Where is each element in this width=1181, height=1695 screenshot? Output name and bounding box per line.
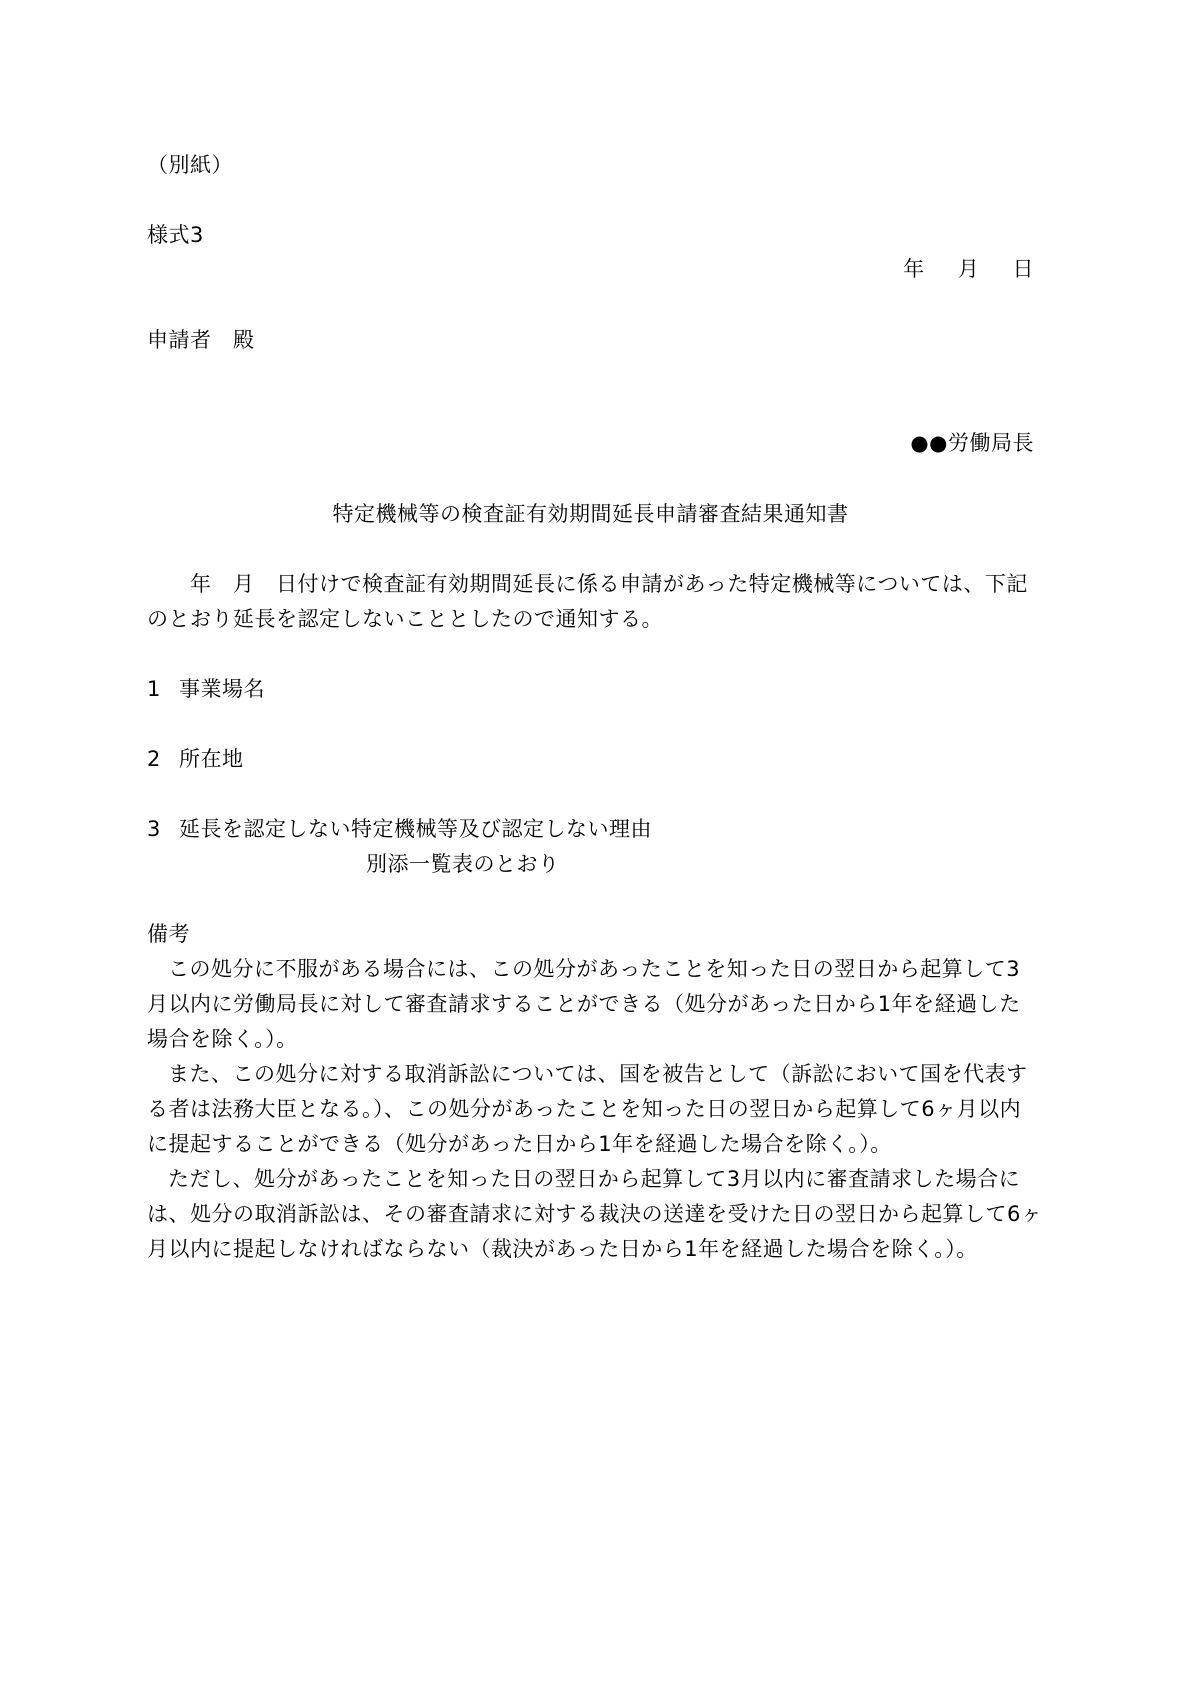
intro-line-1: 年 月 日付けで検査証有効期間延長に係る申請があった特定機械等については、下記 bbox=[147, 572, 1028, 596]
recipient: 申請者 殿 bbox=[147, 328, 255, 352]
remarks-p1-l2: 月以内に労働局長に対して審査請求することができる（処分があった日から1年を経過した bbox=[147, 992, 1021, 1016]
item-2 bbox=[147, 746, 244, 772]
item-1 bbox=[147, 676, 265, 702]
remarks-p2-l1: また、この処分に対する取消訴訟については、国を被告として（訴訟において国を代表す bbox=[168, 1062, 1028, 1086]
date-year: 年 bbox=[903, 257, 925, 281]
attachment-label: （別紙） bbox=[147, 153, 233, 177]
intro-line-2: のとおり延長を認定しないこととしたので通知する。 bbox=[147, 607, 663, 631]
remarks-p2-l3: に提起することができる（処分があった日から1年を経過した場合を除く。）。 bbox=[147, 1132, 892, 1156]
item-number: 1 bbox=[147, 677, 161, 701]
item-3-detail: 別添一覧表のとおり bbox=[366, 852, 560, 876]
date-line bbox=[885, 256, 1034, 282]
form-label: 様式3 bbox=[147, 223, 204, 247]
remarks-p1-l3: 場合を除く。）。 bbox=[147, 1027, 298, 1051]
item-label: 事業場名 bbox=[179, 677, 265, 701]
remarks-p2-l2: る者は法務大臣となる。）、この処分があったことを知った日の翌日から起算して6ヶ月以内 bbox=[147, 1097, 1022, 1121]
date-day: 日 bbox=[1012, 257, 1034, 281]
remarks-p3-l2: は、処分の取消訴訟は、その審査請求に対する裁決の送達を受けた日の翌日から起算して6ヶ bbox=[147, 1202, 1043, 1226]
item-label: 所在地 bbox=[179, 747, 244, 771]
item-number: 2 bbox=[147, 747, 161, 771]
item-number: 3 bbox=[147, 817, 161, 841]
issuer: ●●労働局長 bbox=[910, 431, 1034, 455]
remarks-p1-l1: この処分に不服がある場合には、この処分があったことを知った日の翌日から起算して3 bbox=[168, 957, 1021, 981]
item-3 bbox=[147, 816, 652, 842]
document-title: 特定機械等の検査証有効期間延長申請審査結果通知書 bbox=[332, 502, 849, 526]
remarks-p3-l1: ただし、処分があったことを知った日の翌日から起算して3月以内に審査請求した場合に bbox=[168, 1167, 1021, 1191]
remarks-p3-l3: 月以内に提起しなければならない（裁決があった日から1年を経過した場合を除く。）。 bbox=[147, 1237, 978, 1261]
item-label: 延長を認定しない特定機械等及び認定しない理由 bbox=[179, 817, 652, 841]
date-month: 月 bbox=[957, 257, 980, 281]
remarks-heading: 備考 bbox=[147, 922, 190, 946]
